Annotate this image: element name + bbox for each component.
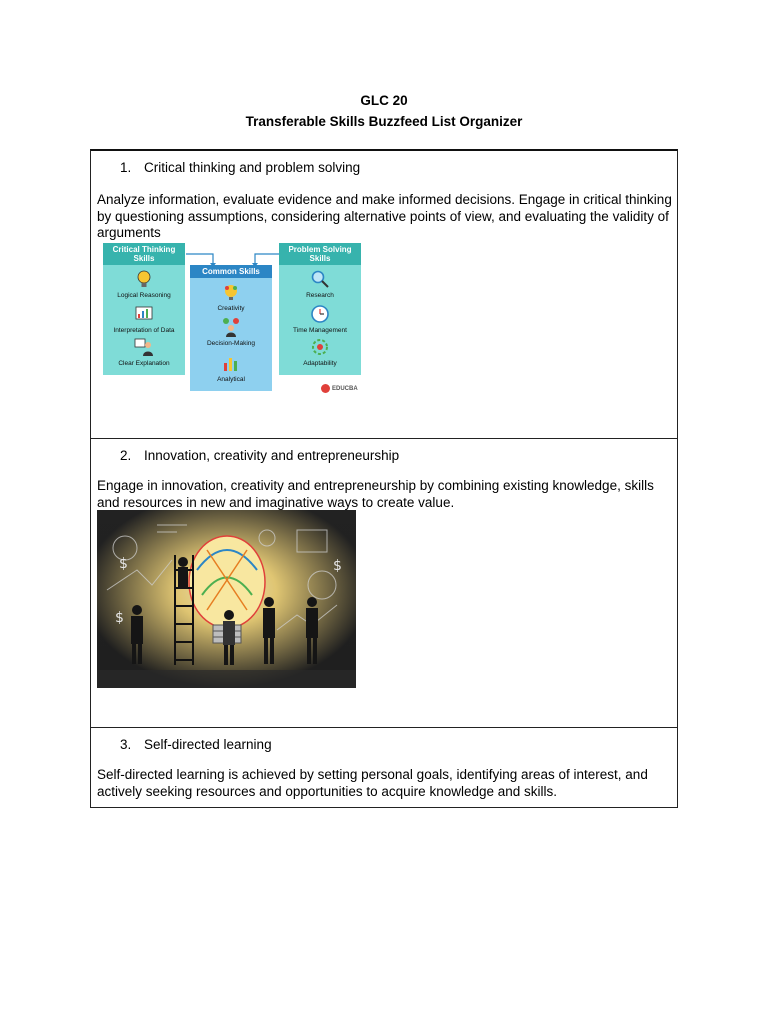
- creativity-bulb-icon: [221, 282, 241, 302]
- item-body: Engage in innovation, creativity and entrepreneurship by combining existing knowledge, skills and resources in new and imaginative ways to create value.: [97, 478, 654, 510]
- item-heading-text: Self-directed learning: [144, 737, 272, 752]
- skill-decision-making: Decision-Making: [190, 317, 272, 347]
- item-heading: [120, 736, 272, 753]
- lightbulb-icon: [134, 269, 154, 289]
- gears-icon: [310, 337, 330, 357]
- educba-logo-icon: [321, 384, 330, 393]
- skill-clear-explanation: Clear Explanation: [103, 337, 185, 367]
- clock-icon: [310, 304, 330, 324]
- innovation-lightbulb-illustration: [97, 510, 356, 688]
- decision-icon: [221, 317, 241, 337]
- problem-solving-title: Problem Solving Skills: [279, 243, 361, 265]
- item-heading-text: Innovation, creativity and entrepreneurship: [144, 448, 400, 463]
- presenter-icon: [134, 337, 154, 357]
- skill-analytical: Analytical: [190, 353, 272, 383]
- item-heading: [120, 447, 399, 464]
- item-number: 1.: [120, 160, 132, 175]
- svg-text:$: $: [115, 610, 124, 626]
- svg-text:$: $: [333, 558, 342, 574]
- skill-creativity: Creativity: [190, 282, 272, 312]
- skill-time-management: Time Management: [279, 304, 361, 334]
- document-code: GLC 20: [360, 93, 408, 108]
- analytical-chart-icon: [221, 353, 241, 373]
- skill-research: Research: [279, 269, 361, 299]
- document-title: Transferable Skills Buzzfeed List Organizer: [245, 114, 523, 129]
- magnifier-icon: [310, 269, 330, 289]
- table-row: [91, 439, 677, 728]
- item-body: Analyze information, evaluate evidence and make informed decisions. Engage in critical thinking by questioning assumptions, considering alternative points of view, and evaluating the validity of arguments: [97, 192, 672, 240]
- educba-logo: EDUCBA: [321, 384, 358, 393]
- problem-solving-panel: [279, 243, 361, 375]
- skills-table: [90, 149, 678, 808]
- svg-text:$: $: [119, 556, 128, 572]
- common-skills-panel: [190, 265, 272, 391]
- item-number: 3.: [120, 737, 132, 752]
- chart-icon: [134, 304, 154, 324]
- item-heading: [120, 159, 360, 176]
- skills-diagram: [101, 243, 366, 399]
- table-row: [91, 728, 677, 807]
- skill-logical-reasoning: Logical Reasoning: [103, 269, 185, 299]
- skill-adaptability: Adaptability: [279, 337, 361, 367]
- table-row: [91, 151, 677, 439]
- item-number: 2.: [120, 448, 132, 463]
- item-heading-text: Critical thinking and problem solving: [144, 160, 361, 175]
- item-body: Self-directed learning is achieved by setting personal goals, identifying areas of interest, and actively seeking resources and opportunities to acquire knowledge and skills.: [97, 767, 648, 799]
- skill-interpretation-of-data: Interpretation of Data: [103, 304, 185, 334]
- document-title-block: [0, 92, 768, 130]
- critical-thinking-panel: [103, 243, 185, 375]
- critical-thinking-title: Critical Thinking Skills: [103, 243, 185, 265]
- common-skills-title: Common Skills: [190, 265, 272, 278]
